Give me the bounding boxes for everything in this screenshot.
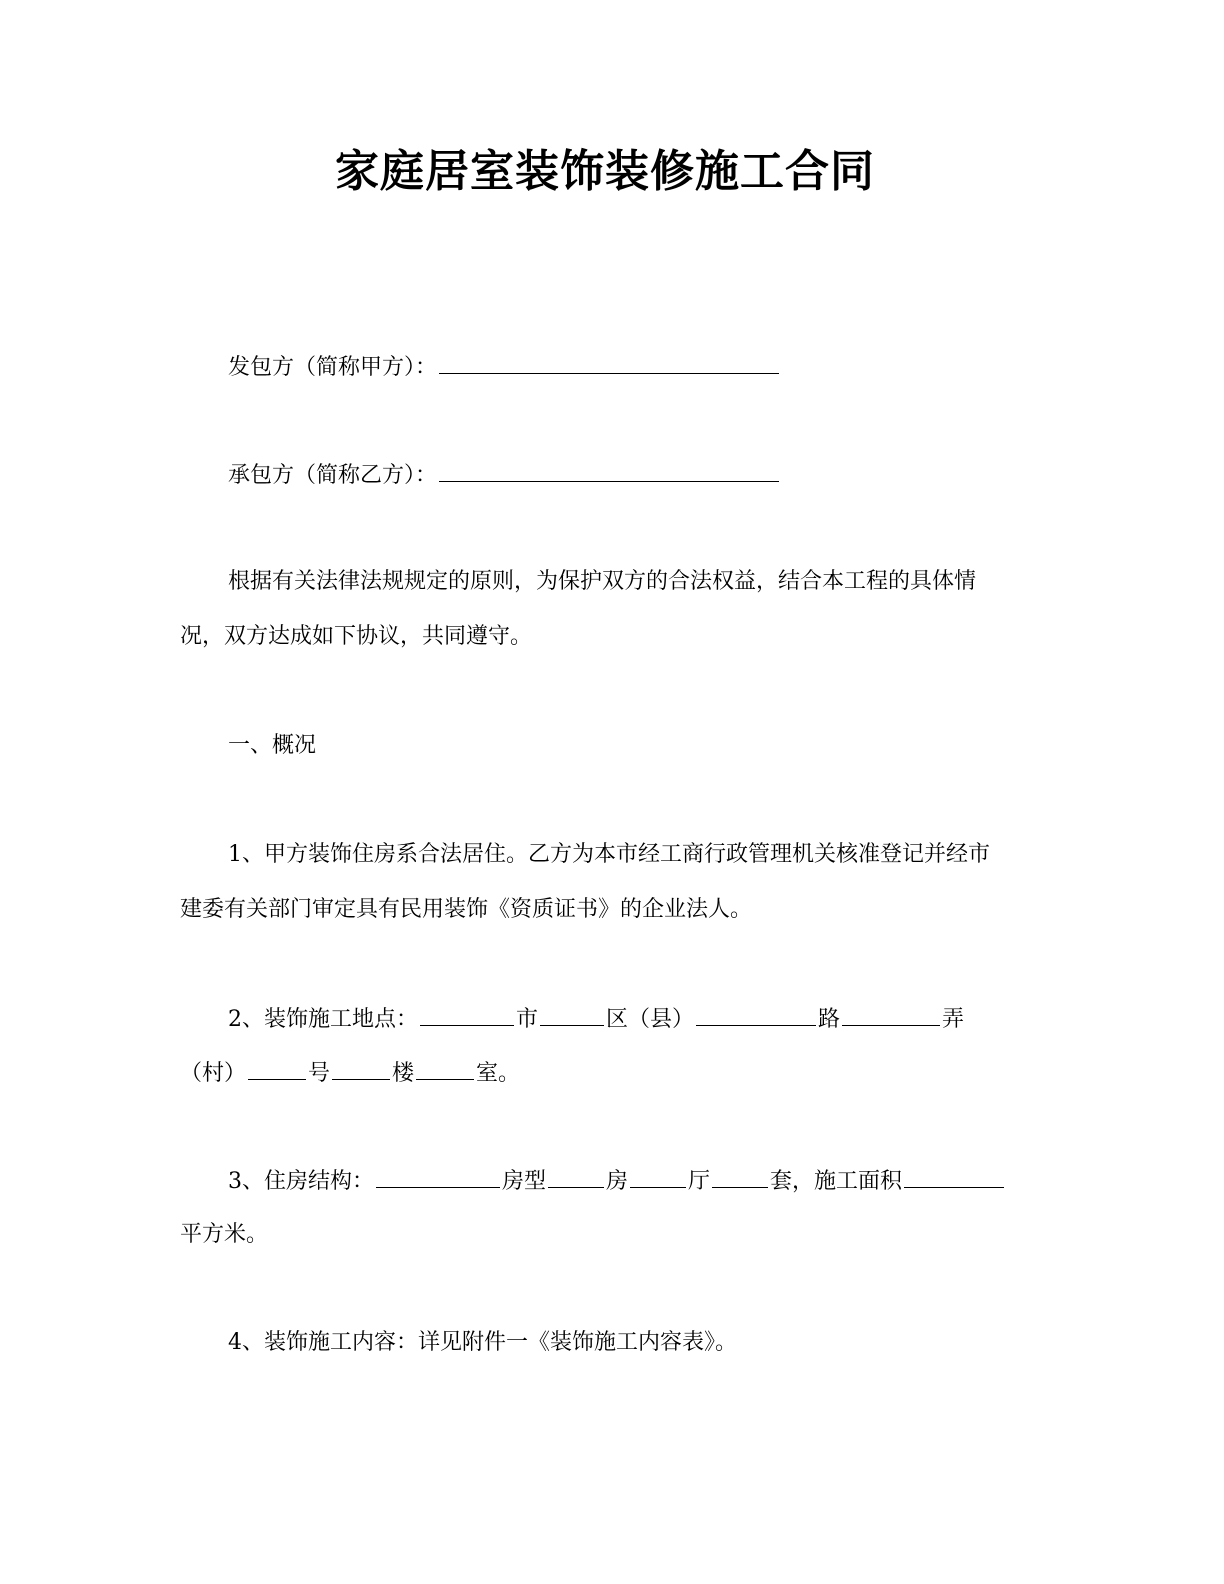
party-a-line [228,351,1040,383]
item3-prefix: 3、住房结构： [228,1169,374,1194]
road-label: 路 [818,1007,841,1032]
item2-line-1 [228,1003,1040,1035]
page-title: 家庭居室装饰装修施工合同 [335,146,875,197]
item1-line-2: 建委有关部门审定具有民用装饰《资质证书》的企业法人。 [180,897,753,922]
item3-line-2: 平方米。 [180,1222,269,1247]
section-heading: 一、概况 [228,733,317,758]
number-blank[interactable] [248,1057,306,1080]
party-b-label: 承包方（简称乙方）： [228,463,438,488]
sets-label: 套，施工面积 [770,1169,903,1194]
room-type-label: 房型 [502,1169,547,1194]
halls-blank[interactable] [630,1165,686,1188]
rooms-label: 房 [606,1169,629,1194]
lane-blank[interactable] [842,1003,940,1026]
item1-line-1: 1、甲方装饰住房系合法居住。乙方为本市经工商行政管理机关核准登记并经市 [228,842,990,867]
item2-prefix: 2、装饰施工地点： [228,1007,418,1032]
district-label: 区（县） [606,1007,695,1032]
rooms-blank[interactable] [548,1165,604,1188]
item3-line-1 [228,1165,1040,1197]
road-blank[interactable] [696,1003,816,1026]
item4-line: 4、装饰施工内容：详见附件一《装饰施工内容表》。 [228,1330,737,1355]
area-blank[interactable] [904,1165,1004,1188]
room-blank[interactable] [416,1057,474,1080]
village-label: （村） [180,1061,247,1086]
lane-label: 弄 [942,1007,965,1032]
building-label: 楼 [392,1061,415,1086]
city-blank[interactable] [420,1003,514,1026]
city-label: 市 [516,1007,539,1032]
sets-blank[interactable] [712,1165,768,1188]
party-b-line [228,459,1040,491]
item2-line-2 [180,1057,1040,1089]
party-a-label: 发包方（简称甲方）： [228,355,438,380]
building-blank[interactable] [332,1057,390,1080]
party-a-blank[interactable] [439,351,779,374]
preamble-line-2: 况，双方达成如下协议，共同遵守。 [180,624,533,649]
halls-label: 厅 [688,1169,711,1194]
party-b-blank[interactable] [439,459,779,482]
preamble-line-1: 根据有关法律法规规定的原则，为保护双方的合法权益，结合本工程的具体情 [228,569,977,594]
structure-blank[interactable] [376,1165,500,1188]
number-label: 号 [308,1061,331,1086]
room-label: 室。 [476,1061,521,1086]
district-blank[interactable] [540,1003,604,1026]
